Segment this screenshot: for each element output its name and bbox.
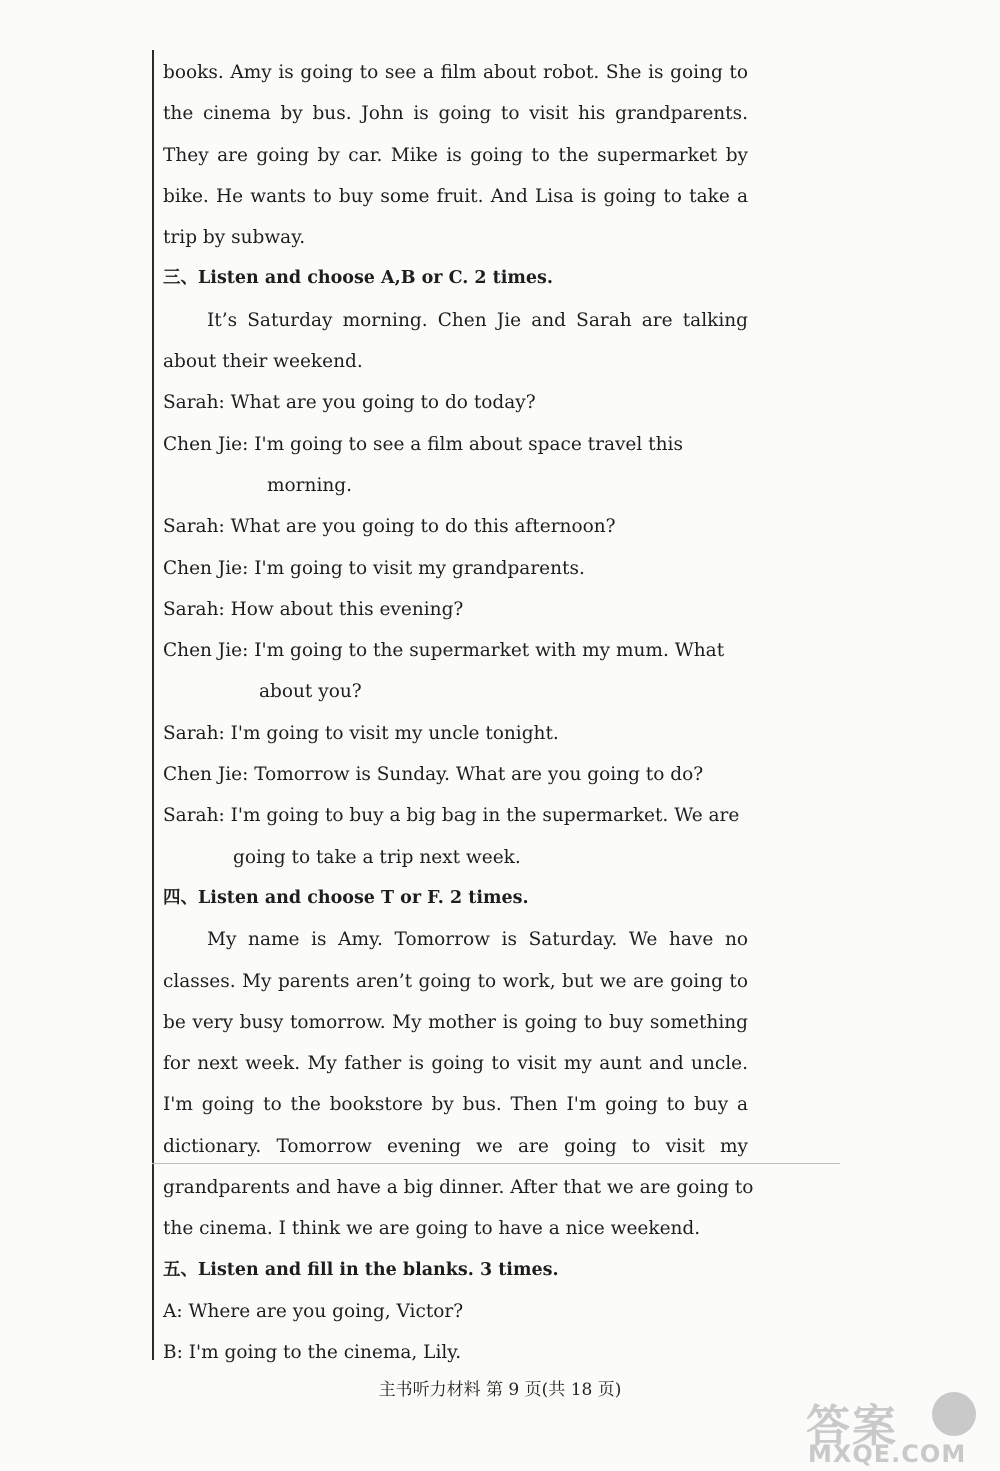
dialogue-line: Chen Jie: I'm going to see a film about space travel this	[163, 433, 683, 455]
dialogue	[163, 1291, 748, 1374]
page-content	[163, 52, 754, 1374]
text-line: I'm going to the bookstore by bus. Then I'm going to buy a	[163, 1094, 748, 1116]
watermark-badge-icon	[932, 1392, 976, 1436]
dialogue	[163, 382, 748, 878]
text-line: grandparents and have a big dinner. After that we are going to	[163, 1177, 754, 1199]
text-line: classes. My parents aren’t going to work, but we are going to	[163, 970, 748, 992]
watermark-logo	[800, 1390, 980, 1470]
text-line: trip by subway.	[163, 227, 306, 249]
text-line: be very busy tomorrow. My mother is going to buy something	[163, 1011, 748, 1033]
dialogue-line: Chen Jie: I'm going to visit my grandparents.	[163, 557, 585, 579]
text-line: the cinema. I think we are going to have a nice weekend.	[163, 1218, 701, 1240]
dialogue-line: A: Where are you going, Victor?	[163, 1300, 464, 1322]
text-line: My name is Amy. Tomorrow is Saturday. We have no	[207, 929, 748, 951]
section-3-heading: 三、Listen and choose A,B or C. 2 times.	[163, 268, 553, 289]
watermark-text: 答案	[806, 1401, 898, 1452]
dialogue-line: going to take a trip next week.	[233, 846, 521, 868]
text-line: bike. He wants to buy some fruit. And Lisa is going to take a	[163, 185, 748, 207]
text-line: about their weekend.	[163, 351, 363, 373]
dialogue-line: Sarah: I'm going to buy a big bag in the supermarket. We are	[163, 805, 740, 827]
page-footer: 主书听力材料 第 9 页(共 18 页)	[378, 1380, 622, 1400]
dialogue-line: Sarah: How about this evening?	[163, 598, 464, 620]
text-line: the cinema by bus. John is going to visit his grandparents.	[163, 103, 748, 125]
section-5-heading: 五、Listen and fill in the blanks. 3 times.	[163, 1259, 559, 1280]
text-line: dictionary. Tomorrow evening we are going to visit my	[163, 1135, 748, 1157]
dialogue-line: about you?	[259, 681, 362, 703]
text-line: books. Amy is going to see a film about robot. She is going to	[163, 62, 748, 83]
dialogue-line: Chen Jie: I'm going to the supermarket with my mum. What	[163, 640, 725, 662]
dialogue-line: Sarah: What are you going to do this afternoon?	[163, 516, 616, 538]
dialogue-line: B: I'm going to the cinema, Lily.	[163, 1342, 462, 1364]
dialogue-line: Chen Jie: Tomorrow is Sunday. What are you going to do?	[163, 764, 704, 786]
text-line: They are going by car. Mike is going to the supermarket by	[163, 144, 748, 166]
dialogue-line: morning.	[267, 474, 352, 496]
text-line: It’s Saturday morning. Chen Jie and Sarah are talking	[207, 309, 748, 331]
dialogue-line: Sarah: I'm going to visit my uncle tonight.	[163, 722, 559, 744]
section-4-heading: 四、Listen and choose T or F. 2 times.	[163, 887, 529, 908]
text-line: for next week. My father is going to visit my aunt and uncle.	[163, 1053, 748, 1075]
dialogue-line: Sarah: What are you going to do today?	[163, 392, 536, 414]
watermark-domain: MXQE.COM	[808, 1440, 967, 1468]
